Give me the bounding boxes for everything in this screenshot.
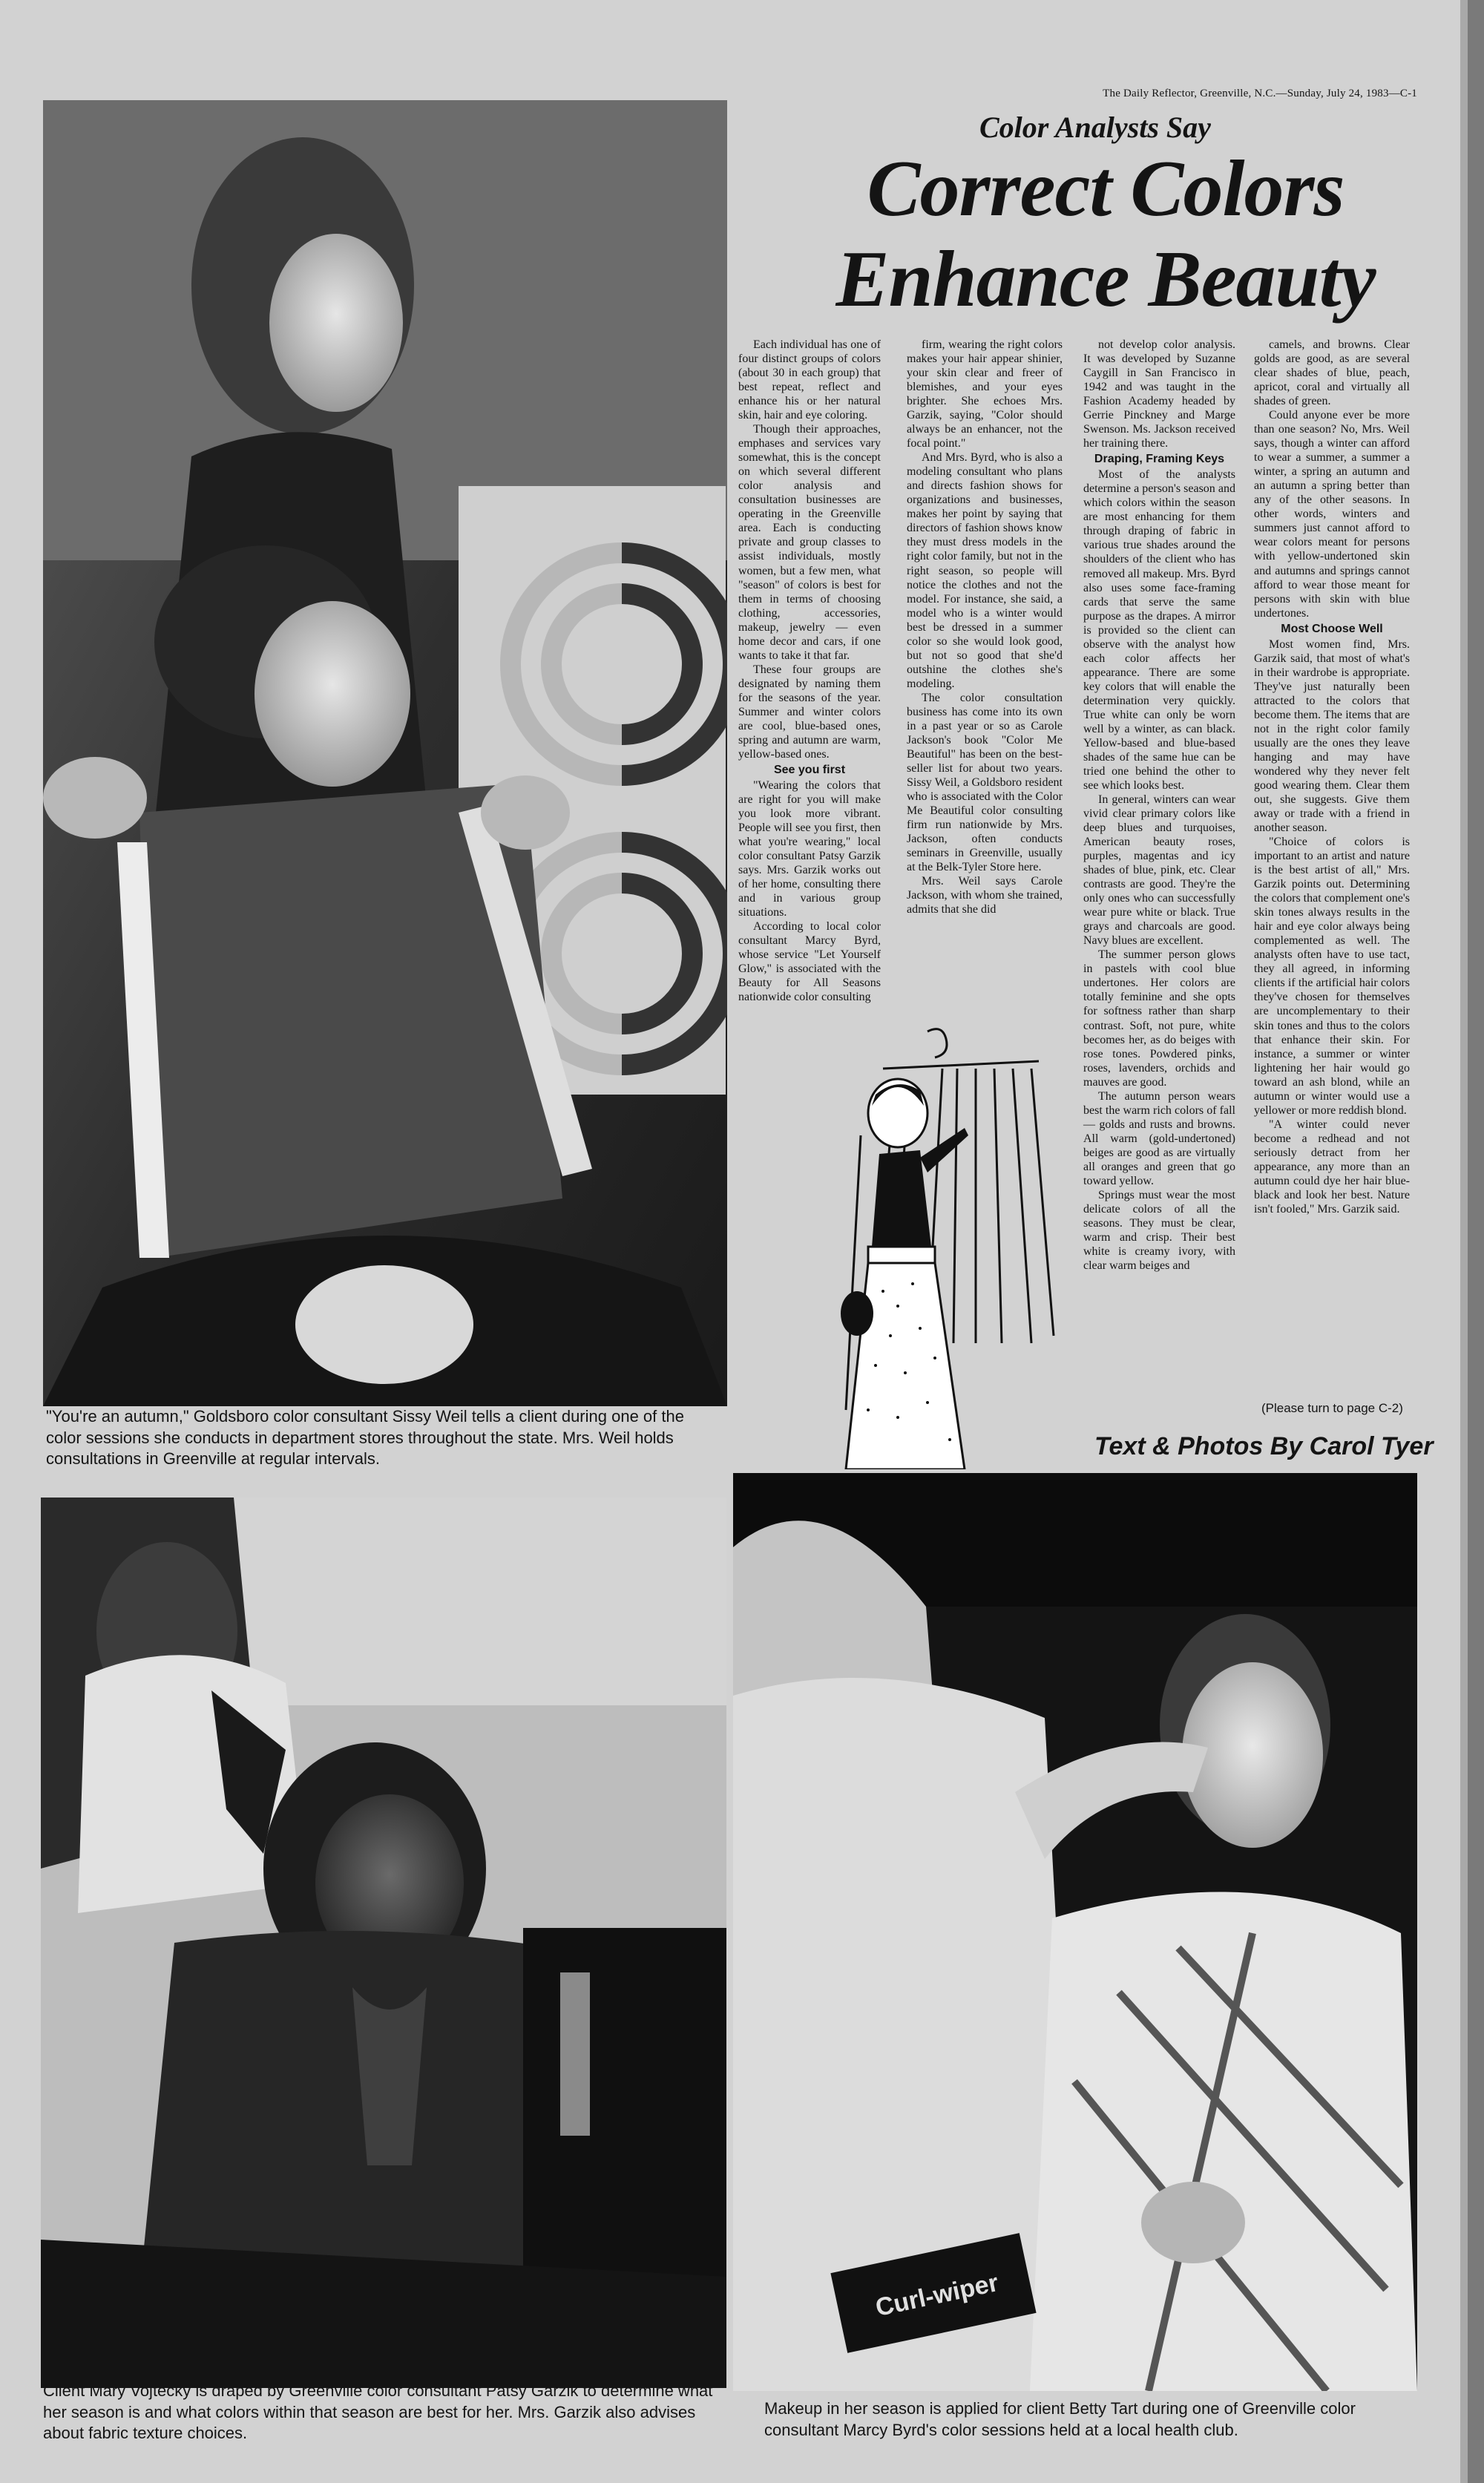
paragraph: "Wearing the colors that are right for you will make you look more vibrant. People will see you first, then what you're wearing," local color consultant Patsy Garzik says. Mrs. Garzik works out of her home, consulting there and in various group situations. bbox=[738, 778, 881, 919]
caption-bottom-right-photo: Makeup in her season is applied for client Betty Tart during one of Greenville color consultant Marcy Byrd's color sessions held at a local health club. bbox=[764, 2399, 1356, 2439]
paragraph: Mrs. Weil says Carole Jackson, with whom she trained, admits that she did bbox=[907, 875, 1063, 916]
paragraph: The autumn person wears best the warm rich colors of fall — golds and rusts and browns. All warm (gold-undertoned) beiges are good as are virtually all oranges and green that go toward yellow. bbox=[1083, 1089, 1235, 1187]
paragraph: And Mrs. Byrd, who is also a modeling consultant who plans and directs fashion shows for organizations and businesses, makes her point by saying that directors of fashion shows know they must dress models in the right color family, but not in the right season, so people will notice the clothes and not the model. For instance, she said, a model who is a winter would best be dressed in a summer color so she would look good, but not so good that she'd outshine the clothes she's modeling. bbox=[907, 451, 1063, 690]
article-column-3 bbox=[1083, 338, 1235, 1273]
paragraph: These four groups are designated by naming them for the seasons of the year. Summer and winter colors are cool, blue-based ones, spring and autumn are warm, yellow-based ones. bbox=[738, 663, 881, 761]
photo-top-rendering bbox=[43, 100, 727, 1406]
paragraph: In general, winters can wear vivid clear primary colors like deep blues and turquoises, American beauty roses, purples, magentas and icy shades of blue, pink, etc. Clear contrasts are good. They're the only ones who can successfully wear pure white or black. True grays and charcoals are good. Navy blues are excellent. bbox=[1083, 793, 1235, 948]
photo-makeup-application bbox=[733, 1473, 1417, 2391]
article-column-1 bbox=[738, 338, 881, 1004]
paragraph: The color consultation business has come into its own in a past year or so as Carole Jackson's book "Color Me Beautiful" has been on the best-seller list for about two years. Sissy Weil, a Goldsboro resident who is associated with the Color Me Beautiful color consulting firm run nationwide by Mrs. Jackson, often conducts seminars in Greenville, usually at the Belk-Tyler Store here. bbox=[907, 691, 1063, 874]
paragraph: The summer person glows in pastels with cool blue undertones. Her colors are totally feminine and she opts for softness rather than sharp contrast. Soft, not pure, white becomes her, as do beiges with rose tones. Powdered pinks, roses, lavenders, orchids and mauves are good. bbox=[1083, 948, 1235, 1089]
photo-bottom-left-rendering bbox=[41, 1498, 726, 2388]
photo-color-session-autumn bbox=[43, 100, 727, 1406]
paragraph: Could anyone ever be more than one season? No, Mrs. Weil says, though a winter can afford to wear a summer, a summer a winter, a spring an autumn and an autumn a spring better than any of the other seasons. In other words, winters and summers just cannot afford to wear colors meant for persons with yellow-undertoned skin and autumns and springs cannot afford to wear those meant for persons with skin with blue undertones. bbox=[1254, 409, 1410, 620]
headline-line-1: Correct Colors bbox=[867, 145, 1345, 233]
paragraph: firm, wearing the right colors makes your hair appear shinier, your skin clear and freer of blemishes, and your eyes brighter. She echoes Mrs. Garzik, saying, "Color should always be an enhancer, not the focal point." bbox=[907, 338, 1063, 450]
kicker: Color Analysts Say bbox=[979, 111, 1211, 144]
paragraph: Most of the analysts determine a person's season and which colors within the season are most enhancing for them through draping of fabric in various true shades around the shoulders of the client who has removed all makeup. Mrs. Byrd also uses some face-framing cards that serve the same purpose as the drapes. A mirror is provided so the client can observe with the analyst how each color affects her appearance. There are some key colors that will enable the determination very quickly. True white can only be worn well by a winter, as can black. Yellow-based and blue-based shades of the same hue can be tried one behind the other to see which looks best. bbox=[1083, 468, 1235, 792]
paragraph: camels, and browns. Clear golds are good, as are several clear shades of blue, peach, apricot, coral and virtually all shades of green. bbox=[1254, 338, 1410, 408]
article-column-2 bbox=[907, 338, 1063, 916]
article-column-4 bbox=[1254, 338, 1410, 1216]
subhead-most-choose-well: Most Choose Well bbox=[1281, 622, 1383, 635]
photo-draping-session bbox=[41, 1498, 726, 2388]
product-box-label: Curl-wiper bbox=[873, 2269, 1001, 2323]
page-edge bbox=[1468, 0, 1484, 2483]
paragraph: "A winter could never become a redhead and not seriously detract from her appearance, any more than an autumn could dye her hair blue-black and look her best. Nature isn't fooled," Mrs. Garzik said. bbox=[1254, 1118, 1410, 1216]
page-edge-shadow bbox=[1460, 0, 1468, 2483]
illustration-woman-with-clothes-rack bbox=[816, 1024, 1076, 1469]
subhead-draping-framing-keys: Draping, Framing Keys bbox=[1094, 453, 1225, 466]
paragraph: "Choice of colors is important to an artist and nature is the best artist of all," Mrs. Garzik points out. Determining the colors that complement one's skin tones always results in the hair and eye color always being complemented as well. The analysts often have to use tact, they all agreed, in informing clients if the artificial hair colors they've chosen for themselves are uncomplementary to their skin tones and thus to the colors that enhance their skin. For instance, a summer or winter lightening her hair would go toward an ash blond, while an autumn or winter would use a yellower or more reddish blond. bbox=[1254, 836, 1410, 1117]
caption-top-photo: "You're an autumn," Goldsboro color consultant Sissy Weil tells a client during one of the color sessions she conducts in department stores throughout the state. Mrs. Weil holds consultations in Greenville at regular intervals. bbox=[46, 1407, 684, 1469]
paragraph: Though their approaches, emphases and services vary somewhat, this is the concept on which several different color analysis and consultation businesses are operating in the Greenville area. Each is conducting private and group classes to assist individuals, mostly women, but a few men, what "season" of colors is best for them in terms of choosing clothing, accessories, makeup, jewelry — even home decor and cars, if one wants to take it that far. bbox=[738, 423, 881, 662]
jump-line: (Please turn to page C-2) bbox=[1261, 1401, 1403, 1415]
paragraph: not develop color analysis. It was developed by Suzanne Caygill in San Francisco in 1942 and was taught in the Fashion Academy headed by Gerrie Pinckney and Marge Swenson. Ms. Jackson received her training there. bbox=[1083, 338, 1235, 450]
paragraph: Most women find, Mrs. Garzik said, that most of what's in their wardrobe is appropriate. They've just naturally been attracted to the colors that become them. The items that are not in the right color family usually are the ones they leave hanging and may have wondered why they never felt good wearing them. Clear them out, she suggests. Give them away or trade with a friend in another season. bbox=[1254, 637, 1410, 835]
paragraph: Each individual has one of four distinct groups of colors (about 30 in each group) that best repeat, reflect and enhance his or her natural skin, hair and eye coloring. bbox=[738, 338, 881, 422]
folio-line: The Daily Reflector, Greenville, N.C.—Sunday, July 24, 1983—C-1 bbox=[1103, 88, 1417, 99]
subhead-see-you-first: See you first bbox=[773, 763, 846, 776]
caption-bottom-left-photo: Client Mary Vojtecky is draped by Greenville color consultant Patsy Garzik to determine what her season is and what colors within that season are best for her. Mrs. Garzik also advises about fabric texture choices. bbox=[43, 2381, 713, 2443]
byline: Text & Photos By Carol Tyer bbox=[1094, 1432, 1434, 1460]
headline-line-2: Enhance Beauty bbox=[835, 235, 1376, 324]
photo-bottom-right-rendering bbox=[733, 1473, 1417, 2391]
paragraph: According to local color consultant Marcy Byrd, whose service "Let Yourself Glow," is associated with the Beauty for All Seasons nationwide color consulting bbox=[738, 920, 881, 1004]
paragraph: Springs must wear the most delicate colors of all the seasons. They must be clear, warm and crisp. Their best white is creamy ivory, with clear warm beiges and bbox=[1083, 1188, 1235, 1273]
